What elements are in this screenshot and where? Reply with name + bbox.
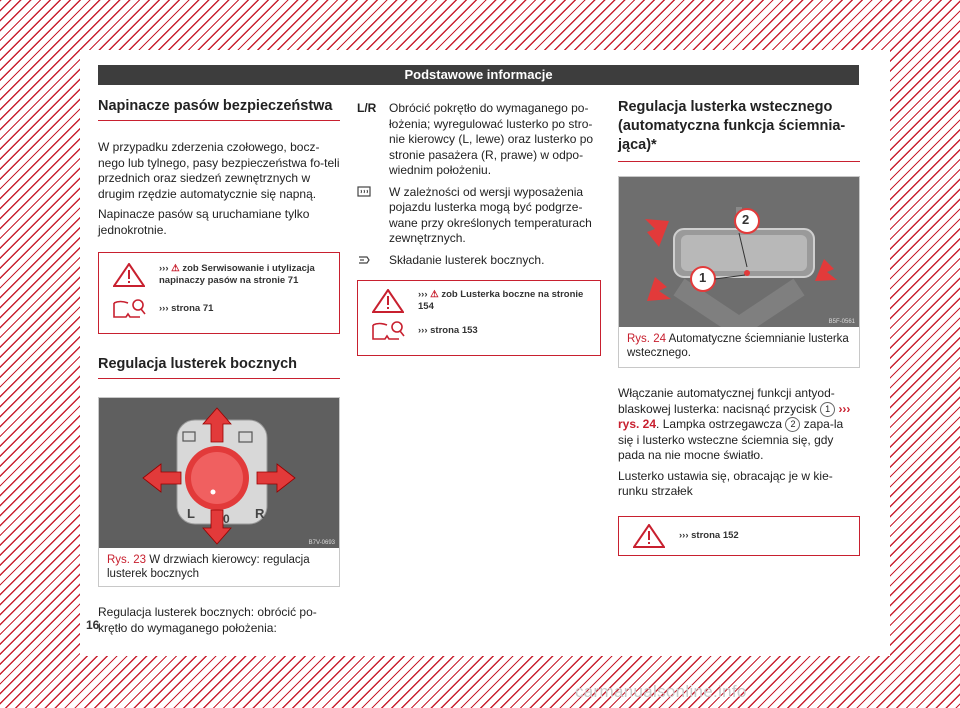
- page-header: Podstawowe informacje: [98, 65, 859, 85]
- number-circle-2: 2: [785, 417, 800, 432]
- para-text: zapa-la się i lusterko wsteczne ściemnia się, gdy pada na nie mocne światło.: [618, 417, 844, 462]
- item-text: Składanie lusterek bocznych.: [389, 252, 545, 267]
- arrow-chevrons-icon: ›››: [418, 288, 428, 300]
- number-circle-1: 1: [820, 402, 835, 417]
- arrow-chevrons-icon: ›››: [159, 303, 169, 314]
- figure-caption-text: W drzwiach kierowcy: regulacja lusterek bocznych: [107, 554, 310, 580]
- watermark: carmanualsonline.info: [575, 682, 747, 701]
- knob-letter-l: L: [187, 506, 195, 521]
- paragraph-tensioners: W przypadku zderzenia czołowego, bocz-nego lub tylnego, pasy bezpieczeństwa fo-teli przednich oraz siedzeń zewnętrznych w drugim rzędzie automatycznie się napną.: [98, 140, 340, 201]
- arrow-chevrons-icon: ›››: [159, 263, 169, 274]
- arrow-chevrons-icon: ›››: [838, 401, 851, 416]
- knob-illustration: [99, 398, 339, 548]
- column-right: [618, 98, 860, 556]
- warning-triangle-icon: [619, 524, 679, 548]
- warning-box: [357, 280, 601, 356]
- paragraph-auto-dimming: [618, 386, 860, 464]
- figure-code: B5F-0561: [828, 319, 855, 325]
- list-item: [357, 253, 601, 270]
- small-warning-icon: ⚠: [430, 288, 439, 300]
- heading-seatbelt-tensioners: Napinacze pasów bezpieczeństwa: [98, 98, 340, 121]
- figure-caption: [99, 548, 339, 589]
- figure-side-mirror-knob: [98, 397, 340, 587]
- list-item: [357, 185, 601, 247]
- figure-ref-link[interactable]: rys. 24: [618, 417, 657, 431]
- item-text: Obrócić pokrętło do wymaganego po-łożenia; wyregulować lusterko po stro-nie kierowcy (L, lewe) oraz lusterko po stronie pasażera (R, prawe) w odpo-wiednim położeniu.: [389, 101, 594, 177]
- callout-marker-1: 1: [699, 270, 707, 285]
- column-middle: [357, 101, 601, 356]
- paragraph-tensioners-once: Napinacze pasów są uruchamiane tylko jednokrotnie.: [98, 207, 310, 237]
- note-link-text[interactable]: strona 153: [430, 324, 478, 336]
- paragraph-mirror-adjust: Lusterko ustawia się, obracając je w kie-runku strzałek: [618, 468, 833, 498]
- fold-mirror-icon: [357, 253, 389, 270]
- figure-code: B7V-0693: [308, 540, 335, 546]
- para-text: . Lampka ostrzegawcza: [656, 417, 783, 431]
- note-link-text[interactable]: strona 152: [691, 529, 739, 541]
- arrow-chevrons-icon: ›››: [418, 324, 428, 336]
- knob-letter-r: R: [255, 506, 265, 521]
- small-warning-icon: ⚠: [171, 263, 180, 274]
- info-book-icon: [99, 297, 159, 319]
- knob-letter-0: 0: [223, 512, 230, 526]
- info-book-icon: [358, 319, 418, 341]
- figure-caption-text: Automatyczne ściemnianie lusterka wstecznego.: [627, 333, 849, 359]
- warning-box: [618, 516, 860, 556]
- list-item: [357, 101, 601, 179]
- figure-number: Rys. 24: [627, 333, 666, 345]
- callout-marker-2: 2: [742, 212, 750, 227]
- warning-triangle-icon: [358, 289, 418, 313]
- heading-rearview-mirror: Regulacja lusterka wstecznego (automatyczna funkcja ściemnia-jąca)*: [618, 98, 860, 162]
- page-number: 16: [86, 618, 100, 632]
- note-link-text[interactable]: strona 71: [171, 303, 214, 314]
- item-label: L/R: [357, 101, 377, 115]
- warning-box: [98, 252, 340, 334]
- arrow-chevrons-icon: ›››: [679, 529, 689, 541]
- item-text: W zależności od wersji wyposażenia pojazdu lusterka mogą być podgrze-wane przy określonych temperaturach zewnętrznych.: [389, 184, 592, 245]
- figure-number: Rys. 23: [107, 554, 146, 566]
- warning-link-text[interactable]: zob Serwisowanie i utylizacja napinaczy pasów na stronie 71: [159, 263, 315, 286]
- figure-caption: [619, 327, 859, 368]
- paragraph-side-mirror-adjust: Regulacja lusterek bocznych: obrócić po-krętło do wymaganego położenia:: [98, 605, 317, 635]
- mirror-illustration: [619, 177, 859, 327]
- figure-rearview-mirror: [618, 176, 860, 368]
- heated-mirror-icon: [357, 185, 389, 247]
- warning-triangle-icon: [99, 263, 159, 287]
- heading-side-mirrors: Regulacja lusterek bocznych: [98, 356, 340, 379]
- para-text: Włączanie automatycznej funkcji antyod-blaskowej lusterka: nacisnąć przycisk: [618, 386, 835, 416]
- column-left: [98, 98, 340, 636]
- warning-link-text[interactable]: zob Lusterka boczne na stronie 154: [418, 288, 584, 312]
